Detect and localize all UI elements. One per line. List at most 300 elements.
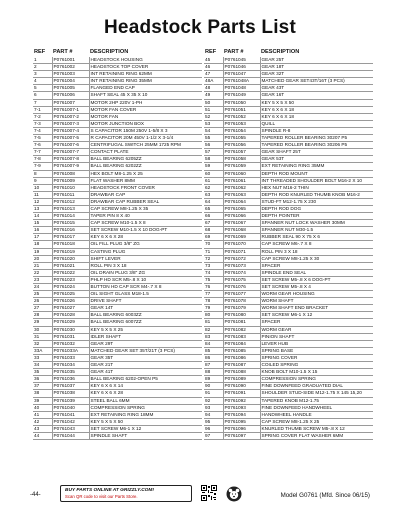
ref-cell: 7-3: [33, 120, 52, 127]
table-row: [33, 248, 202, 255]
description-cell: DEPTH POINTER: [260, 213, 373, 220]
table-row: [33, 213, 202, 220]
description-cell: FLAT WASHER 8MM: [89, 177, 202, 184]
part-number-cell: P0761085: [223, 347, 260, 354]
ref-cell: 85: [204, 347, 223, 354]
ref-cell: 81: [204, 319, 223, 326]
ref-cell: 7-7: [33, 149, 52, 156]
description-cell: PHLP HD SCR M5-.8 X 10: [89, 276, 202, 283]
table-row: [204, 312, 373, 319]
table-row: [204, 156, 373, 163]
description-cell: CONTACT PLATE: [89, 149, 202, 156]
description-cell: HANDWHEEL HANDLE: [260, 411, 373, 418]
part-number-cell: P0761082: [223, 326, 260, 333]
description-cell: GEAR 43T: [260, 85, 373, 92]
description-cell: BUTTON HD CAP SCR M4-.7 X 8: [89, 284, 202, 291]
part-number-cell: P0761038: [52, 390, 89, 397]
table-row: [204, 269, 373, 276]
part-number-cell: P0761096: [223, 425, 260, 432]
table-row: [33, 298, 202, 305]
description-cell: S CAPACITOR 150M 250V 1-5/8 X 3: [89, 127, 202, 134]
description-cell: SPRING COVER: [260, 354, 373, 361]
part-number-cell: P0761067: [223, 220, 260, 227]
ref-cell: 45: [204, 57, 223, 64]
ref-cell: 97: [204, 432, 223, 439]
description-cell: SHAFT SEAL 45 X 35 X 10: [89, 92, 202, 99]
ref-cell: 12: [33, 198, 52, 205]
ref-cell: 13: [33, 205, 52, 212]
ref-cell: 42: [33, 418, 52, 425]
part-number-cell: P0761064: [223, 198, 260, 205]
ref-cell: 26: [33, 298, 52, 305]
part-number-cell: P0761017: [52, 234, 89, 241]
table-row: [204, 113, 373, 120]
description-cell: EXT RETAINING RING 35MM: [260, 163, 373, 170]
ref-cell: 83: [204, 333, 223, 340]
description-cell: SPRING BASE: [260, 347, 373, 354]
ref-cell: 93: [204, 404, 223, 411]
part-number-cell: P0761047: [223, 71, 260, 78]
description-cell: KEY 6 X 6 X 14: [89, 383, 202, 390]
table-row: [33, 269, 202, 276]
description-cell: OIL SIGHT GLASS M18-1.5: [89, 291, 202, 298]
description-cell: TAPERED ROLLER BEARING 30207 P5: [260, 135, 373, 142]
ref-cell: 41: [33, 411, 52, 418]
ref-cell: 8: [33, 170, 52, 177]
table-row: [204, 383, 373, 390]
ref-cell: 36: [33, 376, 52, 383]
description-cell: TAPERED KNOB M12-1.75: [260, 397, 373, 404]
part-number-cell: P0761055: [223, 135, 260, 142]
part-number-cell: P0761030: [52, 326, 89, 333]
table-row: [204, 291, 373, 298]
table-row: [204, 85, 373, 92]
part-number-cell: P0761063: [223, 191, 260, 198]
promo-headline: BUY PARTS ONLINE AT GRIZZLY.COM!: [65, 488, 155, 493]
part-number-cell: P0761076: [223, 284, 260, 291]
part-number-cell: P0761072: [223, 255, 260, 262]
table-row: [33, 312, 202, 319]
part-number-cell: P0761077: [223, 291, 260, 298]
table-row: [204, 177, 373, 184]
ref-cell: 76: [204, 284, 223, 291]
description-cell: BALL BEARING 6202-OPEN P5: [89, 376, 202, 383]
part-number-cell: P0761048A: [223, 78, 260, 85]
ref-cell: 30: [33, 326, 52, 333]
part-number-cell: P0761040: [52, 404, 89, 411]
description-cell: SPACER: [260, 262, 373, 269]
description-cell: INT RETAINING RING 35MM: [89, 78, 202, 85]
table-row: [204, 305, 373, 312]
ref-cell: 80: [204, 312, 223, 319]
ref-cell: 94: [204, 411, 223, 418]
description-cell: GEAR 16T: [260, 92, 373, 99]
table-row: [33, 120, 202, 127]
ref-cell: 38: [33, 390, 52, 397]
description-cell: SPINDLE END SEAL: [260, 269, 373, 276]
part-number-cell: P0761081: [223, 319, 260, 326]
ref-cell: 7-1: [33, 106, 52, 113]
page-title: Headstock Parts List: [104, 17, 296, 38]
description-cell: DEPTH ROD MOUNT: [260, 170, 373, 177]
description-cell: GEAR 18T: [260, 64, 373, 71]
part-number-cell: P0761034: [52, 362, 89, 369]
model-label: Model G0761 (Mfd. Since 06/15): [280, 492, 370, 499]
description-cell: KNURLED THUMB SCREW M5-.8 X 12: [260, 425, 373, 432]
description-cell: SET SCREW M5-.8 X 6 DOG-PT: [260, 276, 373, 283]
ref-cell: 48: [204, 85, 223, 92]
part-number-cell: P0761009: [52, 177, 89, 184]
ref-cell: 44: [33, 432, 52, 439]
description-cell: SET SCREW M10-1.5 X 10 DOG-PT: [89, 227, 202, 234]
part-number-cell: P0761029: [52, 319, 89, 326]
description-cell: TAPER PIN 8 X 40: [89, 213, 202, 220]
part-number-cell: P0761013: [52, 205, 89, 212]
ref-cell: 90: [204, 383, 223, 390]
part-number-cell: P0761018: [52, 241, 89, 248]
table-row: [33, 234, 202, 241]
description-cell: QUILL: [260, 120, 373, 127]
table-row: [204, 354, 373, 361]
ref-cell: 1: [33, 57, 52, 64]
part-number-cell: P0761028: [52, 312, 89, 319]
description-header: DESCRIPTION: [90, 49, 129, 55]
ref-cell: 48A: [204, 78, 223, 85]
description-cell: TAPERED ROLLER BEARING 30206 P5: [260, 142, 373, 149]
description-cell: INT RETAINING RING 62MM: [89, 71, 202, 78]
part-number-cell: P0761068: [223, 227, 260, 234]
ref-cell: 33A: [33, 347, 52, 354]
table-row: [33, 163, 202, 170]
ref-cell: 86: [204, 354, 223, 361]
ref-cell: 66: [204, 213, 223, 220]
table-row: [33, 319, 202, 326]
part-number-cell: P0761011: [52, 191, 89, 198]
part-number-cell: P0761014: [52, 213, 89, 220]
description-cell: LEVER HUB: [260, 340, 373, 347]
part-number-cell: P0761006: [52, 92, 89, 99]
ref-cell: 31: [33, 333, 52, 340]
table-row: [33, 411, 202, 418]
description-cell: GEAR 32T: [260, 71, 373, 78]
ref-cell: 63: [204, 191, 223, 198]
table-row: [33, 255, 202, 262]
ref-cell: 43: [33, 425, 52, 432]
ref-cell: 7-2: [33, 113, 52, 120]
part-number-cell: P0761007-8: [52, 156, 89, 163]
part-header: PART #: [224, 49, 244, 55]
ref-cell: 96: [204, 425, 223, 432]
table-row: [204, 92, 373, 99]
part-number-cell: P0761088: [223, 369, 260, 376]
table-row: [204, 64, 373, 71]
description-cell: RUBBER SEAL 90 X 75 X 6: [260, 234, 373, 241]
table-row: [204, 404, 373, 411]
part-number-cell: P0761041: [52, 411, 89, 418]
description-cell: CAP SCREW M10-1.5 X 8: [89, 220, 202, 227]
table-row: [33, 354, 202, 361]
part-number-cell: P0761092: [223, 397, 260, 404]
ref-cell: 49: [204, 92, 223, 99]
ref-cell: 7: [33, 99, 52, 106]
part-number-cell: P0761057: [223, 149, 260, 156]
ref-cell: 57: [204, 149, 223, 156]
table-row: [204, 369, 373, 376]
part-number-cell: P0761049: [223, 92, 260, 99]
ref-cell: 27: [33, 305, 52, 312]
part-number-cell: P0761051: [223, 106, 260, 113]
part-number-cell: P0761062: [223, 184, 260, 191]
part-number-cell: P0761027: [52, 305, 89, 312]
table-row: [33, 127, 202, 134]
table-row: [33, 205, 202, 212]
part-number-cell: P0761053: [223, 120, 260, 127]
table-row: [33, 284, 202, 291]
description-cell: SPINDLE SHAFT: [89, 432, 202, 439]
table-row: [204, 184, 373, 191]
description-cell: ROLL PIN 3 X 18: [89, 262, 202, 269]
table-row: [33, 92, 202, 99]
part-number-cell: P0761003: [52, 71, 89, 78]
ref-cell: 75: [204, 276, 223, 283]
ref-cell: 7-8: [33, 156, 52, 163]
part-number-cell: P0761020: [52, 255, 89, 262]
description-cell: HEADSTOCK TOP COVER: [89, 64, 202, 71]
table-row: [204, 248, 373, 255]
description-cell: CAP SCREW M8-1.25 X 35: [89, 205, 202, 212]
ref-cell: 78: [204, 298, 223, 305]
description-cell: IDLER SHAFT: [89, 333, 202, 340]
ref-cell: 28: [33, 312, 52, 319]
ref-cell: 16: [33, 227, 52, 234]
description-cell: SPRING COVER FLAT WASHER 6MM: [260, 432, 373, 439]
description-cell: KEY 6 X 6 X 18: [260, 106, 373, 113]
description-cell: GEAR SHAFT 25T: [260, 149, 373, 156]
description-cell: DRAWBAR CAP RUBBER SEAL: [89, 198, 202, 205]
ref-cell: 25: [33, 291, 52, 298]
part-number-cell: P0761044: [52, 432, 89, 439]
description-cell: KEY 5 X 5 X 25: [89, 326, 202, 333]
table-row: [33, 184, 202, 191]
part-number-cell: P0761089: [223, 376, 260, 383]
description-cell: SHOULDER STUD-SIDE M12-1.75 X 145 15,20: [260, 390, 373, 397]
description-cell: DRAWBAR CAP: [89, 191, 202, 198]
ref-cell: 50: [204, 99, 223, 106]
description-cell: STEEL BALL 6MM: [89, 397, 202, 404]
description-cell: HEX BOLT M8-1.25 X 25: [89, 170, 202, 177]
description-cell: BALL BEARING 6202ZZ: [89, 163, 202, 170]
ref-cell: 47: [204, 71, 223, 78]
table-row: [33, 220, 202, 227]
ref-cell: 7-5: [33, 135, 52, 142]
description-cell: KEY 6 X 6 X 28: [89, 390, 202, 397]
description-cell: COMPRESSION SPRING: [89, 404, 202, 411]
description-cell: SPINDLE R-8: [260, 127, 373, 134]
parts-table-right: [204, 49, 373, 440]
table-row: [204, 376, 373, 383]
part-number-cell: P0761050: [223, 99, 260, 106]
description-cell: KEY 6 X 6 X 28: [89, 234, 202, 241]
parts-promo-box: [60, 485, 192, 502]
table-row: [33, 397, 202, 404]
table-row: [204, 319, 373, 326]
table-row: [33, 390, 202, 397]
part-number-cell: P0761023: [52, 276, 89, 283]
part-number-cell: P0761059: [223, 163, 260, 170]
description-cell: MOTOR 2HP 220V 1-PH: [89, 99, 202, 106]
ref-cell: 19: [33, 248, 52, 255]
table-row: [33, 156, 202, 163]
ref-cell: 58: [204, 156, 223, 163]
ref-cell: 18: [33, 241, 52, 248]
ref-cell: 7-4: [33, 127, 52, 134]
table-row: [204, 220, 373, 227]
part-number-cell: P0761019: [52, 248, 89, 255]
table-row: [204, 276, 373, 283]
ref-cell: 34: [33, 362, 52, 369]
ref-cell: 88: [204, 369, 223, 376]
part-number-cell: P0761070: [223, 241, 260, 248]
ref-cell: 87: [204, 362, 223, 369]
description-cell: SPANNER NUT M30-1.5: [260, 227, 373, 234]
part-number-cell: P0761035: [52, 369, 89, 376]
part-number-cell: P0761007: [52, 99, 89, 106]
part-number-cell: P0761087: [223, 362, 260, 369]
part-header: PART #: [53, 49, 73, 55]
part-number-cell: P0761080: [223, 312, 260, 319]
part-number-cell: P0761071: [223, 248, 260, 255]
qr-code-icon: [201, 485, 217, 501]
description-cell: KNOB BOLT M10-1.5 X 15: [260, 369, 373, 376]
ref-cell: 4: [33, 78, 52, 85]
table-row: [204, 57, 373, 64]
part-number-cell: P0761007-1: [52, 106, 89, 113]
ref-cell: 92: [204, 397, 223, 404]
description-cell: FINE DOWNFEED GRADUATED DIAL: [260, 383, 373, 390]
part-number-cell: P0761025: [52, 291, 89, 298]
part-number-cell: P0761010: [52, 184, 89, 191]
description-cell: PINION SHAFT: [260, 333, 373, 340]
part-number-cell: P0761016: [52, 227, 89, 234]
ref-cell: 56: [204, 142, 223, 149]
description-cell: WORM SHAFT END BRACKET: [260, 305, 373, 312]
ref-cell: 70: [204, 241, 223, 248]
ref-cell: 21: [33, 262, 52, 269]
table-row: [204, 213, 373, 220]
ref-cell: 62: [204, 184, 223, 191]
description-cell: OIL FILL PLUG 3/8" ZG: [89, 241, 202, 248]
table-row: [204, 71, 373, 78]
part-number-cell: P0761036: [52, 376, 89, 383]
ref-cell: 52: [204, 113, 223, 120]
ref-cell: 23: [33, 276, 52, 283]
description-cell: GEAR 21T: [89, 362, 202, 369]
ref-cell: 46: [204, 64, 223, 71]
table-row: [33, 142, 202, 149]
ref-cell: 77: [204, 291, 223, 298]
table-row: [33, 425, 202, 432]
table-row: [204, 340, 373, 347]
ref-cell: 51: [204, 106, 223, 113]
part-number-cell: P0761043: [52, 425, 89, 432]
part-number-cell: P0761052: [223, 113, 260, 120]
description-cell: DEPTH ROD KNURLED THUMB KNOB M16-2: [260, 191, 373, 198]
ref-cell: 82: [204, 326, 223, 333]
ref-cell: 2: [33, 64, 52, 71]
ref-cell: 60: [204, 170, 223, 177]
ref-cell: 10: [33, 184, 52, 191]
ref-cell: 71: [204, 248, 223, 255]
part-number-cell: P0761031: [52, 333, 89, 340]
part-number-cell: P0761065: [223, 205, 260, 212]
table-row: [33, 191, 202, 198]
part-number-cell: P0761097: [223, 432, 260, 439]
ref-cell: 61: [204, 177, 223, 184]
table-row: [204, 170, 373, 177]
ref-header: REF: [205, 49, 217, 55]
part-number-cell: P0761090: [223, 383, 260, 390]
table-row: [33, 106, 202, 113]
part-number-cell: P0761032: [52, 340, 89, 347]
part-number-cell: P0761078: [223, 298, 260, 305]
table-row: [33, 404, 202, 411]
ref-cell: 7-6: [33, 142, 52, 149]
part-number-cell: P0761037: [52, 383, 89, 390]
part-number-cell: P0761042: [52, 418, 89, 425]
table-row: [33, 418, 202, 425]
part-number-cell: P0761075: [223, 276, 260, 283]
description-cell: WORM GEAR HOUSING: [260, 291, 373, 298]
ref-cell: 35: [33, 369, 52, 376]
part-number-cell: P0761094: [223, 411, 260, 418]
ref-cell: 6: [33, 92, 52, 99]
table-row: [33, 432, 202, 439]
part-number-cell: P0761086: [223, 354, 260, 361]
part-number-cell: P0761045: [223, 57, 260, 64]
part-number-cell: P0761007-9: [52, 163, 89, 170]
parts-tables: [33, 49, 373, 440]
part-number-cell: P0761007-3: [52, 120, 89, 127]
ref-cell: 69: [204, 234, 223, 241]
description-cell: SHIFT LEVER: [89, 255, 202, 262]
part-number-cell: P0761060: [223, 170, 260, 177]
ref-cell: 24: [33, 284, 52, 291]
ref-cell: 64: [204, 198, 223, 205]
part-number-cell: P0761015: [52, 220, 89, 227]
part-number-cell: P0761046: [223, 64, 260, 71]
table-row: [33, 57, 202, 64]
part-number-cell: P0761095: [223, 418, 260, 425]
ref-cell: 73: [204, 262, 223, 269]
description-cell: CASTING PLUG: [89, 248, 202, 255]
description-cell: ROLL PIN 3 X 18: [260, 248, 373, 255]
table-row: [204, 425, 373, 432]
part-number-cell: P0761007-7: [52, 149, 89, 156]
description-cell: INT THREADED SHOULDER BOLT M16-2 X 10: [260, 177, 373, 184]
description-cell: COMPRESSION SPRING: [260, 376, 373, 383]
ref-cell: 5: [33, 85, 52, 92]
table-row: [204, 298, 373, 305]
ref-cell: 79: [204, 305, 223, 312]
table-row: [33, 291, 202, 298]
description-cell: KEY 5 X 5 X 50: [89, 418, 202, 425]
description-header: DESCRIPTION: [261, 49, 300, 55]
part-number-cell: P0761004: [52, 78, 89, 85]
table-row: [33, 369, 202, 376]
ref-cell: 91: [204, 390, 223, 397]
description-cell: GEAR 25T: [260, 57, 373, 64]
part-number-cell: P0761084: [223, 340, 260, 347]
